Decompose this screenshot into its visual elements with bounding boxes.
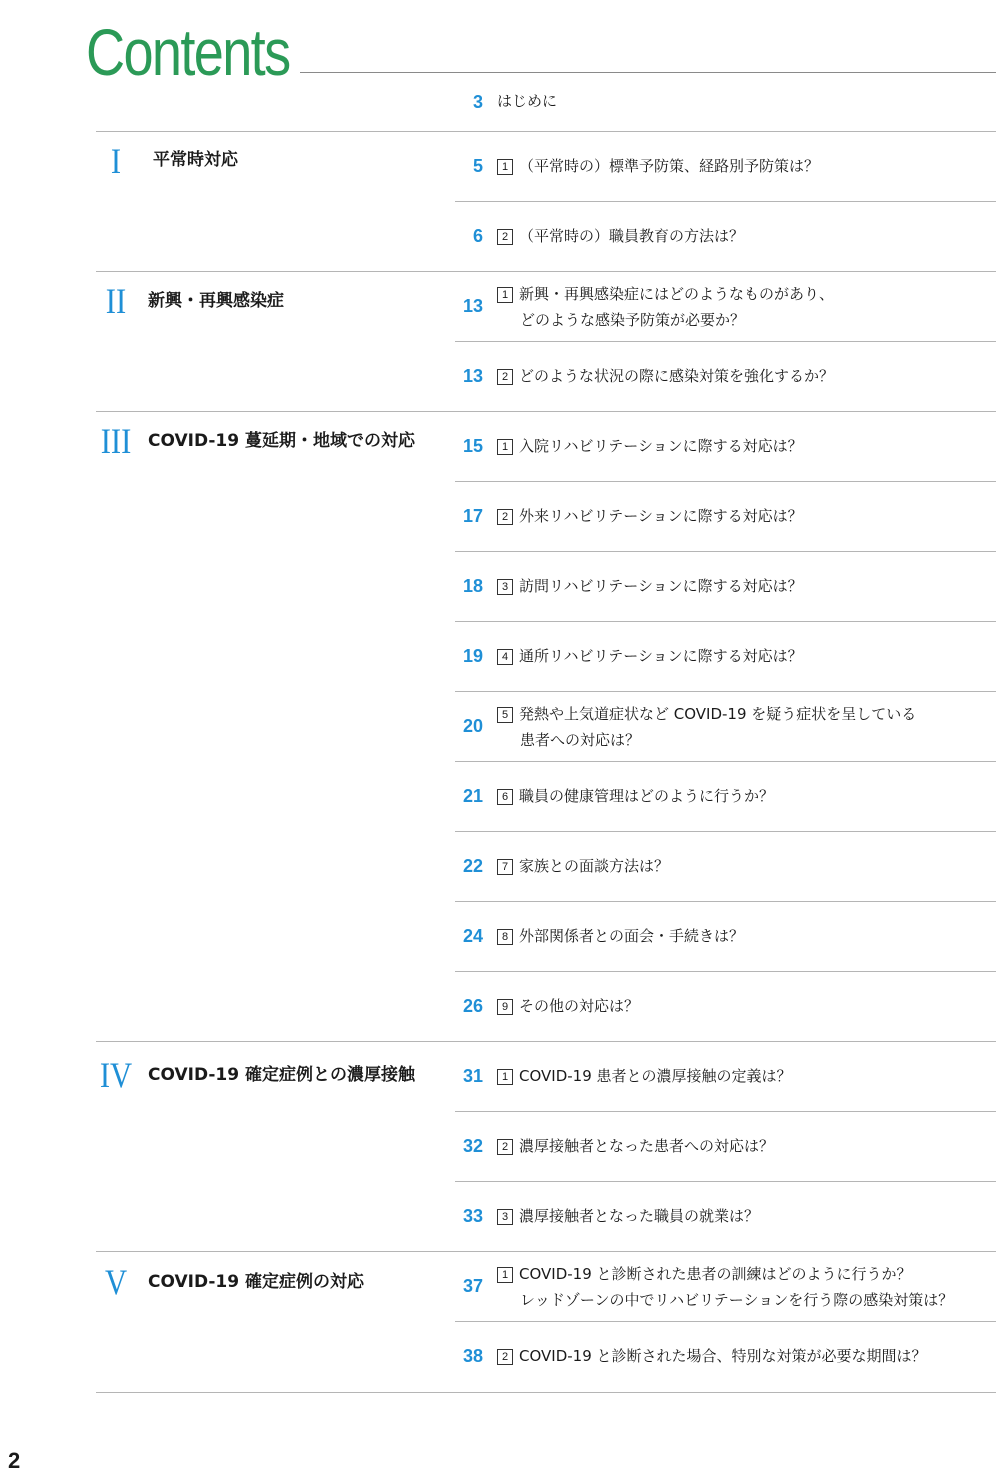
entry[interactable] [497,1343,997,1369]
entry-divider [455,901,996,902]
entry-page-number[interactable]: 6 [472,226,483,246]
section-title[interactable]: 平常時対応 [153,150,238,170]
entry-divider [455,831,996,832]
entry-text: （平常時の）標準予防策、経路別予防策は？ [519,157,820,175]
entry[interactable] [497,783,997,809]
entry[interactable] [497,573,997,599]
section-title[interactable]: COVID-19 蔓延期・地域での対応 [148,431,416,451]
entry-page-number[interactable]: 20 [462,716,483,736]
entry-text: 入院リハビリテーションに際する対応は？ [519,437,803,455]
entry-text: 発熱や上気道症状など COVID-19 を疑う症状を呈している [519,705,917,723]
entry-divider [455,971,996,972]
item-number-box: 4 [497,649,513,665]
section-divider [96,271,996,272]
item-number-box: 5 [497,707,513,723]
entry[interactable] [497,1203,997,1229]
entry-page-number[interactable]: 21 [462,786,483,806]
section-divider [96,1392,996,1393]
entry[interactable] [497,701,997,753]
section-numeral: II [105,281,127,321]
entry-page-number[interactable]: 18 [462,576,483,596]
entry-text: 訪問リハビリテーションに際する対応は？ [519,577,803,595]
entry-text: 外部関係者との面会・手続きは？ [519,927,745,945]
item-number-box: 2 [497,509,513,525]
entry-page-number[interactable]: 15 [462,436,483,456]
entry[interactable] [497,363,997,389]
entry-text: 家族との面談方法は？ [519,857,670,875]
entry-text-continued: レッドゾーンの中でリハビリテーションを行う際の感染対策は？ [520,1291,954,1309]
entry-text: COVID-19 と診断された患者の訓練はどのように行うか？ [519,1265,912,1283]
intro-page-number[interactable]: 3 [472,92,483,112]
entry[interactable] [497,1261,997,1313]
entry[interactable] [497,153,997,179]
item-number-box: 2 [497,369,513,385]
entry-page-number[interactable]: 5 [472,156,483,176]
item-number-box: 7 [497,859,513,875]
entry[interactable] [497,853,997,879]
section-divider [96,411,996,412]
entry-page-number[interactable]: 37 [462,1276,483,1296]
item-number-box: 1 [497,159,513,175]
entry[interactable] [497,281,997,333]
entry-text: （平常時の）職員教育の方法は？ [519,227,745,245]
item-number-box: 1 [497,287,513,303]
item-number-box: 1 [497,439,513,455]
entry-text: どのような状況の際に感染対策を強化するか？ [519,367,835,385]
entry-divider [455,1181,996,1182]
entry[interactable] [497,503,997,529]
entry-page-number[interactable]: 33 [462,1206,483,1226]
entry[interactable] [497,1063,997,1089]
entry-text: COVID-19 患者との濃厚接触の定義は？ [519,1067,792,1085]
item-number-box: 9 [497,999,513,1015]
section-title[interactable]: COVID-19 確定症例との濃厚接触 [148,1065,416,1085]
entry[interactable] [497,223,997,249]
entry-divider [455,1321,996,1322]
entry-page-number[interactable]: 38 [462,1346,483,1366]
item-number-box: 3 [497,1209,513,1225]
item-number-box: 3 [497,579,513,595]
section-numeral: IV [99,1055,133,1095]
entry-text: 職員の健康管理はどのように行うか？ [519,787,775,805]
entry-text-continued: 患者への対応は？ [520,731,641,749]
entry-text: その他の対応は？ [519,997,640,1015]
entry-text: 通所リハビリテーションに際する対応は？ [519,647,803,665]
page-folio-number: 2 [8,1448,21,1473]
section-title[interactable]: COVID-19 確定症例の対応 [148,1272,365,1292]
entry-divider [455,341,996,342]
title-rule [300,72,996,73]
entry-page-number[interactable]: 22 [462,856,483,876]
item-number-box: 2 [497,229,513,245]
entry-page-number[interactable]: 13 [462,366,483,386]
section-numeral: III [100,421,132,461]
entry[interactable] [497,433,997,459]
item-number-box: 1 [497,1267,513,1283]
section-numeral: V [104,1262,128,1302]
page-title: Contents [86,15,290,89]
entry-page-number[interactable]: 13 [462,296,483,316]
entry-text: COVID-19 と診断された場合、特別な対策が必要な期間は？ [519,1347,927,1365]
entry-page-number[interactable]: 31 [462,1066,483,1086]
entry-divider [455,691,996,692]
entry-page-number[interactable]: 17 [462,506,483,526]
entry-text: 新興・再興感染症にはどのようなものがあり、 [519,285,835,303]
entry-page-number[interactable]: 32 [462,1136,483,1156]
entry-text: 外来リハビリテーションに際する対応は？ [519,507,803,525]
item-number-box: 2 [497,1349,513,1365]
section-divider [96,131,996,132]
entry-divider [455,551,996,552]
entry[interactable] [497,1133,997,1159]
entry[interactable] [497,993,997,1019]
entry-text-continued: どのような感染予防策が必要か？ [520,311,746,329]
entry-page-number[interactable]: 19 [462,646,483,666]
section-divider [96,1041,996,1042]
section-title[interactable]: 新興・再興感染症 [148,291,284,311]
entry-divider [455,621,996,622]
intro-entry[interactable]: はじめに [497,92,558,110]
entry-text: 濃厚接触者となった患者への対応は？ [519,1137,775,1155]
entry[interactable] [497,643,997,669]
item-number-box: 2 [497,1139,513,1155]
entry-page-number[interactable]: 26 [462,996,483,1016]
item-number-box: 6 [497,789,513,805]
entry-divider [455,1111,996,1112]
entry-text: 濃厚接触者となった職員の就業は？ [519,1207,760,1225]
section-numeral: I [110,141,122,181]
entry-page-number[interactable]: 24 [462,926,483,946]
entry-divider [455,481,996,482]
section-divider [96,1251,996,1252]
entry-divider [455,201,996,202]
entry[interactable] [497,923,997,949]
item-number-box: 1 [497,1069,513,1085]
item-number-box: 8 [497,929,513,945]
entry-divider [455,761,996,762]
